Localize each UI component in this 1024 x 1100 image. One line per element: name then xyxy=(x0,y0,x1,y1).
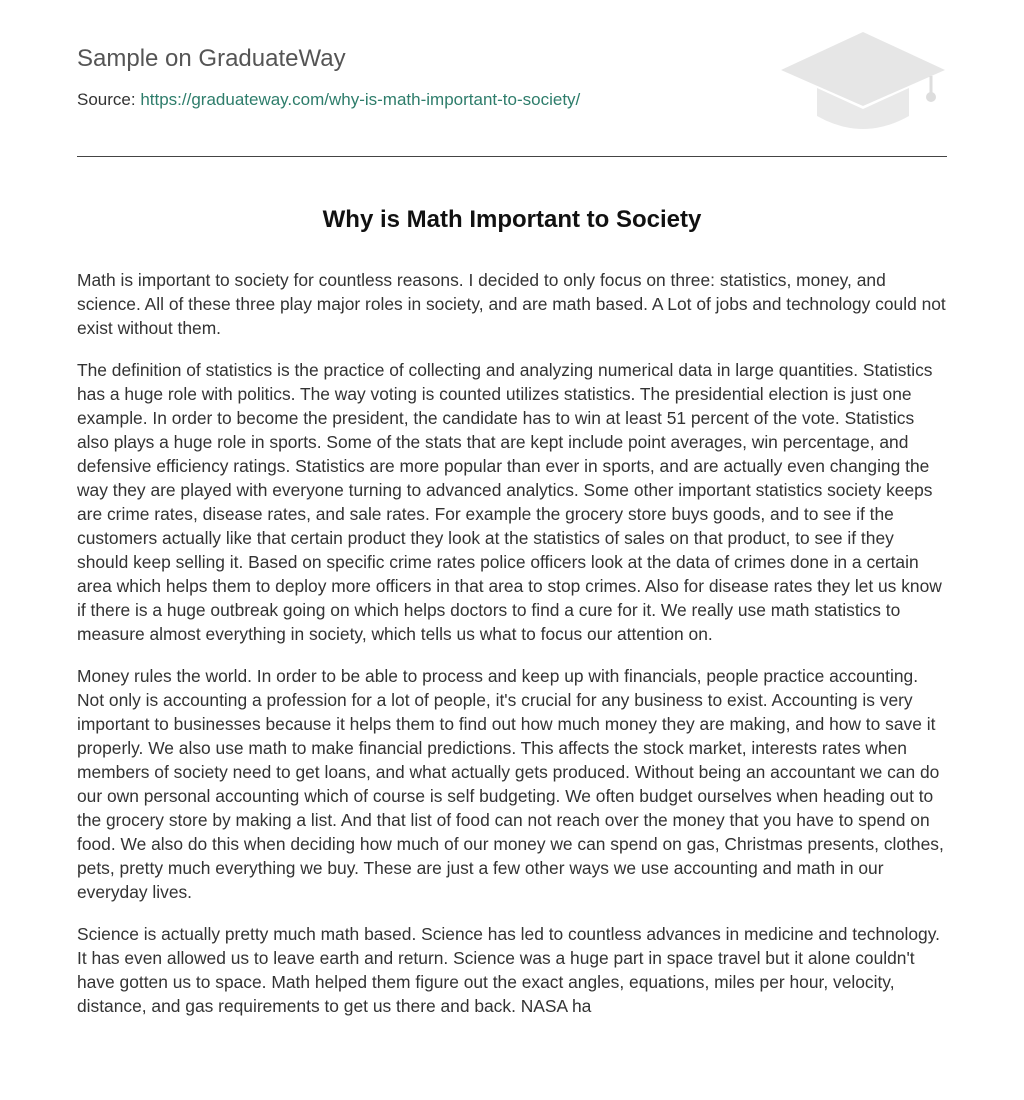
source-label: Source: xyxy=(77,90,141,109)
paragraph: Money rules the world. In order to be able to process and keep up with financials, people practice accounting. Not only is accounting a profession for a lot of people, it's crucial for any business to exist. Accounting is very important to businesses because it helps them to find out how much money they are making, and how to save it properly. We also use math to make financial predictions. This affects the stock market, interests rates when members of society need to get loans, and what actually gets produced. Without being an accountant we can do our own personal accounting which of course is self budgeting. We often budget ourselves when heading out to the grocery store by making a list. And that list of food can not reach over the money that you have to spend on food. We also do this when deciding how much of our money we can spend on gas, Christmas presents, clothes, pets, pretty much everything we buy. These are just a few other ways we use accounting and math in our everyday lives. xyxy=(77,666,944,902)
source-line xyxy=(77,89,580,111)
paragraph: The definition of statistics is the practice of collecting and analyzing numerical data in large quantities. Statistics has a huge role with politics. The way voting is counted utilizes statistics. The presidential election is just one example. In order to become the president, the candidate has to win at least 51 percent of the vote. Statistics also plays a huge role in sports. Some of the stats that are kept include point averages, win percentage, and defensive efficiency ratings. Statistics are more popular than ever in sports, and are actually even changing the way they are played with everyone turning to advanced analytics. Some other important statistics society keeps are crime rates, disease rates, and sale rates. For example the grocery store buys goods, and to see if the customers actually like that certain product they look at the statistics of sales on that product, to see if they should keep selling it. Based on specific crime rates police officers look at the data of crimes done in a certain area which helps them to deploy more officers in that area to stop crimes. Also for disease rates they let us know if there is a huge outbreak going on which helps doctors to find a cure for it. We really use math statistics to measure almost everything in society, which tells us what to focus our attention on. xyxy=(77,360,942,644)
source-link[interactable]: https://graduateway.com/why-is-math-important-to-society/ xyxy=(140,90,581,109)
paragraph: Science is actually pretty much math based. Science has led to countless advances in medicine and technology. It has even allowed us to leave earth and return. Science was a huge part in space travel but it alone couldn't have gotten us to space. Math helped them figure out the exact angles, equations, miles per hour, velocity, distance, and gas requirements to get us there and back. NASA ha xyxy=(77,924,940,1016)
document-title: Why is Math Important to Society xyxy=(322,206,702,233)
document-body xyxy=(77,268,949,1036)
paragraph: Math is important to society for countless reasons. I decided to only focus on three: statistics, money, and science. All of these three play major roles in society, and are math based. A Lot of jobs and technology could not exist without them. xyxy=(77,270,946,338)
page-header xyxy=(77,0,947,157)
document-page xyxy=(77,0,947,1016)
graduation-cap-icon xyxy=(779,30,947,134)
site-title: Sample on GraduateWay xyxy=(77,45,346,72)
